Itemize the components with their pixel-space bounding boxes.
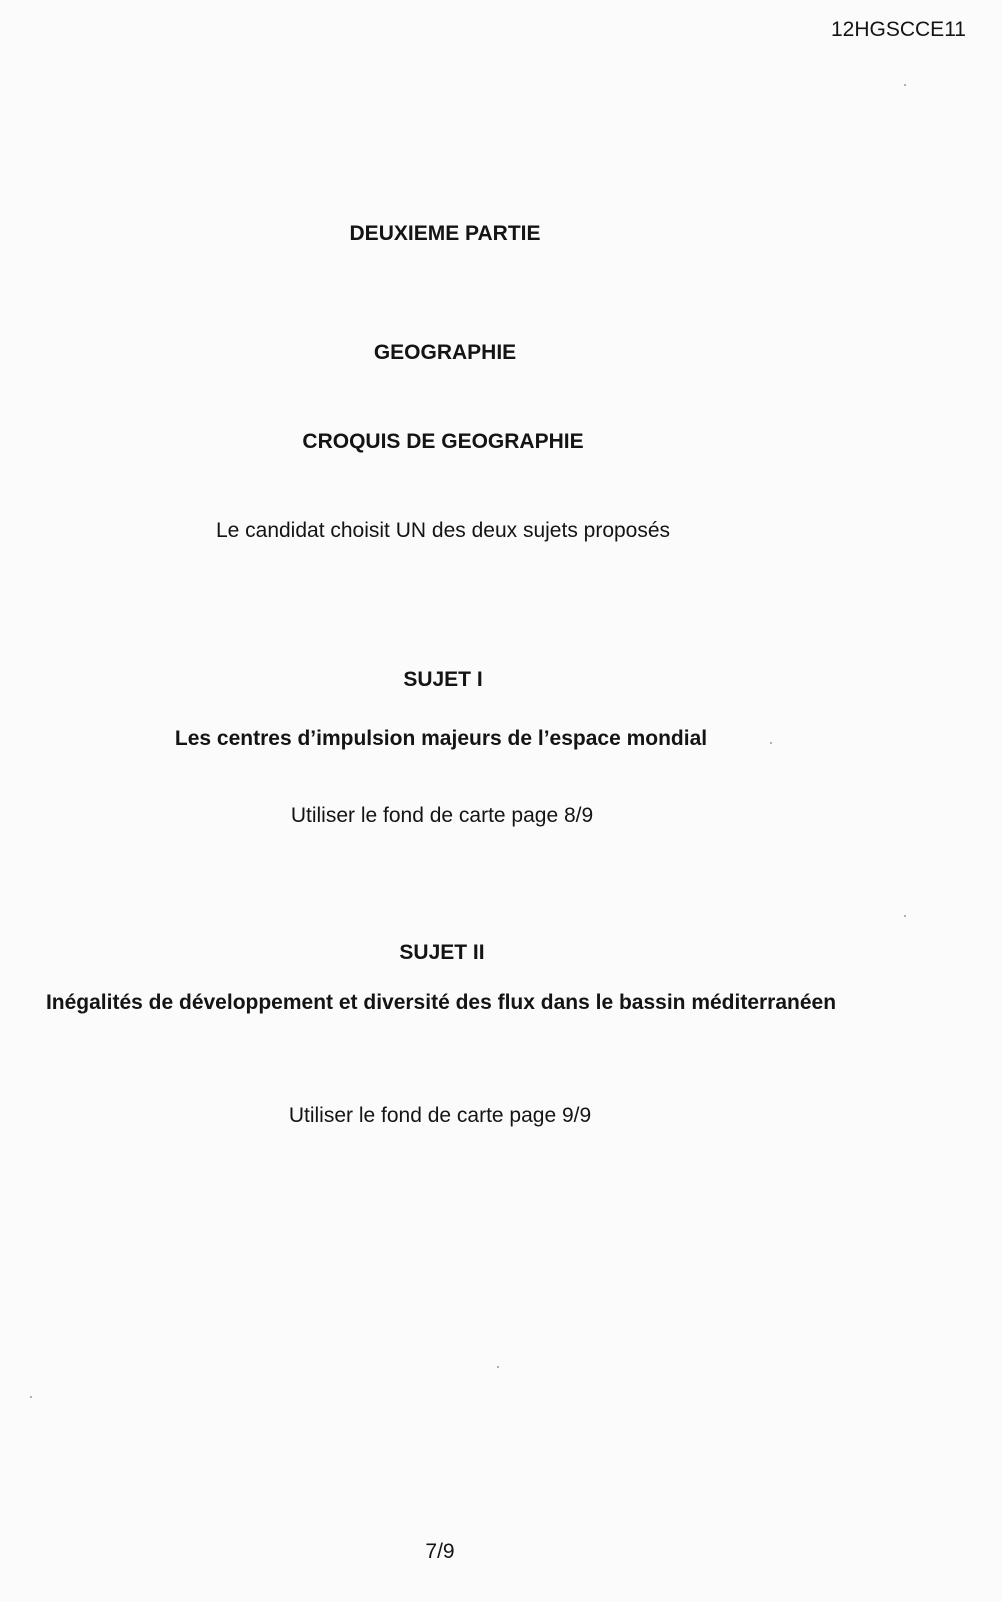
sujet-2-title: Inégalités de développement et diversité des flux dans le bassin méditerranéen <box>45 991 837 1014</box>
sujet-1-instruction: Utiliser le fond de carte page 8/9 <box>290 804 594 827</box>
scan-speck <box>497 1366 499 1368</box>
scan-speck <box>904 915 906 917</box>
part-title: DEUXIEME PARTIE <box>349 222 541 245</box>
scan-speck <box>30 1396 32 1398</box>
sujet-2-instruction: Utiliser le fond de carte page 9/9 <box>288 1104 592 1127</box>
document-code: 12HGSCCE11 <box>830 18 966 41</box>
subject-title: GEOGRAPHIE <box>373 341 517 364</box>
page-number: 7/9 <box>425 1540 455 1563</box>
exercise-title: CROQUIS DE GEOGRAPHIE <box>302 430 584 453</box>
scan-speck <box>904 84 906 86</box>
sujet-2-label: SUJET II <box>399 941 485 964</box>
choice-instruction: Le candidat choisit UN des deux sujets proposés <box>215 519 671 542</box>
sujet-1-title: Les centres d’impulsion majeurs de l’espace mondial <box>174 727 708 750</box>
sujet-1-label: SUJET I <box>403 668 483 691</box>
scan-speck <box>770 742 772 744</box>
